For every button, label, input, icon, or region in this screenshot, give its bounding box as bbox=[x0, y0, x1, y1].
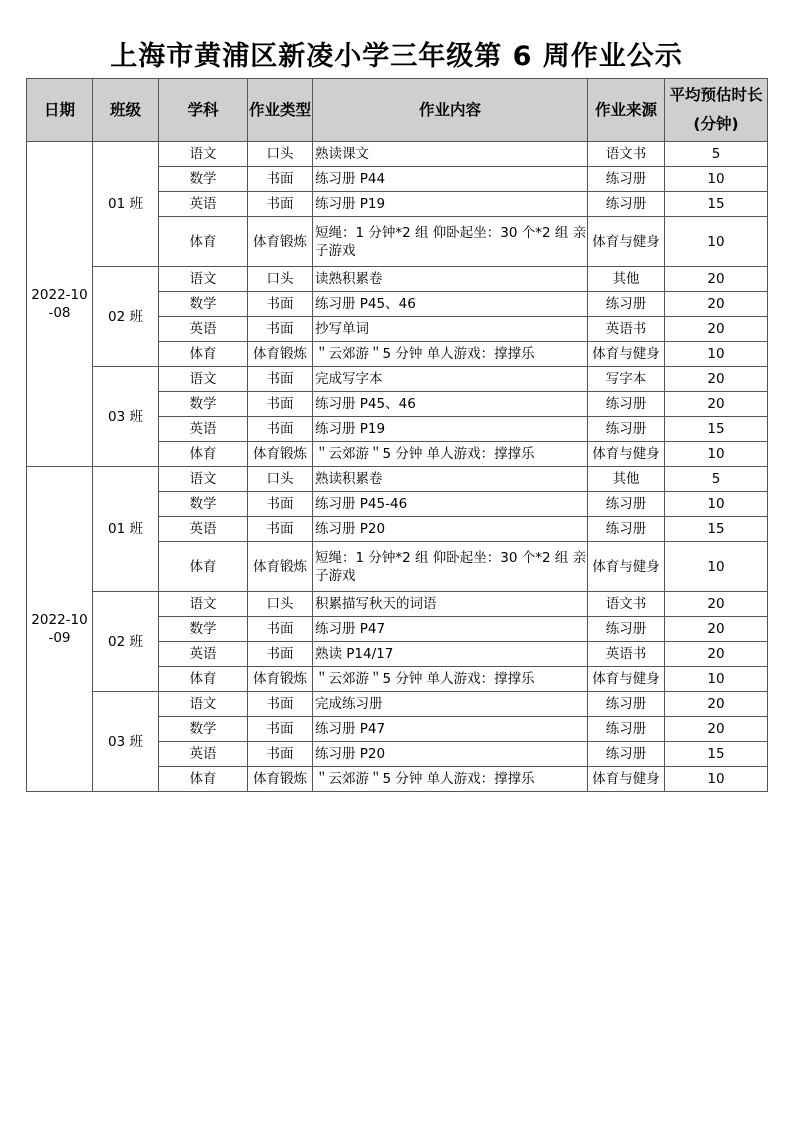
content-cell: 练习册 P45、46 bbox=[313, 292, 588, 317]
table-body bbox=[27, 142, 768, 792]
content-cell: 抄写单词 bbox=[313, 317, 588, 342]
homework-table bbox=[26, 78, 768, 792]
minutes-cell: 20 bbox=[665, 267, 768, 292]
subject-cell: 英语 bbox=[159, 317, 248, 342]
date-cell: 2022-10-09 bbox=[27, 467, 93, 792]
subject-cell: 英语 bbox=[159, 742, 248, 767]
type-cell: 体育锻炼 bbox=[248, 542, 313, 592]
type-cell: 体育锻炼 bbox=[248, 442, 313, 467]
source-cell: 英语书 bbox=[588, 317, 665, 342]
minutes-cell: 10 bbox=[665, 342, 768, 367]
content-cell: 短绳：1 分钟*2 组 仰卧起坐：30 个*2 组 亲子游戏 bbox=[313, 217, 588, 267]
date-cell: 2022-10-08 bbox=[27, 142, 93, 467]
content-cell: 完成练习册 bbox=[313, 692, 588, 717]
subject-cell: 体育 bbox=[159, 767, 248, 792]
table-row bbox=[27, 267, 768, 292]
minutes-cell: 15 bbox=[665, 417, 768, 442]
type-cell: 书面 bbox=[248, 617, 313, 642]
type-cell: 体育锻炼 bbox=[248, 217, 313, 267]
content-cell: 读熟积累卷 bbox=[313, 267, 588, 292]
content-cell: 练习册 P45、46 bbox=[313, 392, 588, 417]
minutes-cell: 10 bbox=[665, 492, 768, 517]
type-cell: 书面 bbox=[248, 717, 313, 742]
source-cell: 写字本 bbox=[588, 367, 665, 392]
source-cell: 其他 bbox=[588, 267, 665, 292]
minutes-cell: 10 bbox=[665, 667, 768, 692]
type-cell: 书面 bbox=[248, 292, 313, 317]
content-cell: 熟读积累卷 bbox=[313, 467, 588, 492]
type-cell: 书面 bbox=[248, 742, 313, 767]
header-class: 班级 bbox=[93, 79, 159, 142]
subject-cell: 数学 bbox=[159, 392, 248, 417]
minutes-cell: 5 bbox=[665, 142, 768, 167]
source-cell: 练习册 bbox=[588, 167, 665, 192]
minutes-cell: 20 bbox=[665, 592, 768, 617]
type-cell: 书面 bbox=[248, 367, 313, 392]
subject-cell: 语文 bbox=[159, 142, 248, 167]
header-content: 作业内容 bbox=[313, 79, 588, 142]
subject-cell: 数学 bbox=[159, 617, 248, 642]
type-cell: 书面 bbox=[248, 317, 313, 342]
subject-cell: 数学 bbox=[159, 492, 248, 517]
source-cell: 练习册 bbox=[588, 742, 665, 767]
class-cell: 02 班 bbox=[93, 592, 159, 692]
source-cell: 体育与健身 bbox=[588, 217, 665, 267]
content-cell: 练习册 P47 bbox=[313, 617, 588, 642]
content-cell: ＂云郊游＂5 分钟 单人游戏：撑撑乐 bbox=[313, 442, 588, 467]
class-cell: 03 班 bbox=[93, 692, 159, 792]
type-cell: 体育锻炼 bbox=[248, 667, 313, 692]
type-cell: 书面 bbox=[248, 492, 313, 517]
source-cell: 练习册 bbox=[588, 617, 665, 642]
content-cell: 完成写字本 bbox=[313, 367, 588, 392]
minutes-cell: 10 bbox=[665, 442, 768, 467]
content-cell: 积累描写秋天的词语 bbox=[313, 592, 588, 617]
content-cell: 熟读 P14/17 bbox=[313, 642, 588, 667]
source-cell: 练习册 bbox=[588, 717, 665, 742]
class-cell: 01 班 bbox=[93, 467, 159, 592]
type-cell: 书面 bbox=[248, 517, 313, 542]
content-cell: 短绳：1 分钟*2 组 仰卧起坐：30 个*2 组 亲子游戏 bbox=[313, 542, 588, 592]
subject-cell: 体育 bbox=[159, 342, 248, 367]
class-cell: 01 班 bbox=[93, 142, 159, 267]
minutes-cell: 20 bbox=[665, 642, 768, 667]
subject-cell: 体育 bbox=[159, 667, 248, 692]
source-cell: 练习册 bbox=[588, 392, 665, 417]
subject-cell: 英语 bbox=[159, 517, 248, 542]
content-cell: 练习册 P20 bbox=[313, 517, 588, 542]
source-cell: 练习册 bbox=[588, 517, 665, 542]
subject-cell: 体育 bbox=[159, 542, 248, 592]
subject-cell: 数学 bbox=[159, 167, 248, 192]
type-cell: 口头 bbox=[248, 592, 313, 617]
table-row bbox=[27, 592, 768, 617]
table-row bbox=[27, 367, 768, 392]
subject-cell: 语文 bbox=[159, 467, 248, 492]
type-cell: 书面 bbox=[248, 417, 313, 442]
source-cell: 练习册 bbox=[588, 192, 665, 217]
type-cell: 口头 bbox=[248, 267, 313, 292]
minutes-cell: 20 bbox=[665, 392, 768, 417]
source-cell: 英语书 bbox=[588, 642, 665, 667]
source-cell: 练习册 bbox=[588, 417, 665, 442]
subject-cell: 语文 bbox=[159, 692, 248, 717]
minutes-cell: 20 bbox=[665, 717, 768, 742]
type-cell: 体育锻炼 bbox=[248, 342, 313, 367]
content-cell: 练习册 P19 bbox=[313, 417, 588, 442]
type-cell: 书面 bbox=[248, 642, 313, 667]
type-cell: 体育锻炼 bbox=[248, 767, 313, 792]
minutes-cell: 10 bbox=[665, 167, 768, 192]
minutes-cell: 10 bbox=[665, 767, 768, 792]
source-cell: 体育与健身 bbox=[588, 667, 665, 692]
table-row bbox=[27, 692, 768, 717]
content-cell: 熟读课文 bbox=[313, 142, 588, 167]
subject-cell: 语文 bbox=[159, 267, 248, 292]
content-cell: ＂云郊游＂5 分钟 单人游戏：撑撑乐 bbox=[313, 667, 588, 692]
type-cell: 书面 bbox=[248, 167, 313, 192]
source-cell: 语文书 bbox=[588, 592, 665, 617]
minutes-cell: 15 bbox=[665, 192, 768, 217]
minutes-cell: 10 bbox=[665, 217, 768, 267]
header-date: 日期 bbox=[27, 79, 93, 142]
table-row bbox=[27, 142, 768, 167]
subject-cell: 体育 bbox=[159, 442, 248, 467]
content-cell: 练习册 P20 bbox=[313, 742, 588, 767]
source-cell: 体育与健身 bbox=[588, 542, 665, 592]
class-cell: 03 班 bbox=[93, 367, 159, 467]
minutes-cell: 20 bbox=[665, 317, 768, 342]
minutes-cell: 20 bbox=[665, 292, 768, 317]
header-source: 作业来源 bbox=[588, 79, 665, 142]
subject-cell: 英语 bbox=[159, 642, 248, 667]
type-cell: 书面 bbox=[248, 692, 313, 717]
source-cell: 体育与健身 bbox=[588, 767, 665, 792]
type-cell: 口头 bbox=[248, 142, 313, 167]
subject-cell: 数学 bbox=[159, 292, 248, 317]
subject-cell: 语文 bbox=[159, 592, 248, 617]
header-type: 作业类型 bbox=[248, 79, 313, 142]
minutes-cell: 20 bbox=[665, 617, 768, 642]
minutes-cell: 5 bbox=[665, 467, 768, 492]
page-title: 上海市黄浦区新凌小学三年级第 6 周作业公示 bbox=[110, 41, 683, 72]
table-row bbox=[27, 467, 768, 492]
header-minutes: 平均预估时长(分钟) bbox=[665, 79, 768, 142]
content-cell: 练习册 P19 bbox=[313, 192, 588, 217]
source-cell: 练习册 bbox=[588, 292, 665, 317]
minutes-cell: 15 bbox=[665, 742, 768, 767]
subject-cell: 体育 bbox=[159, 217, 248, 267]
content-cell: 练习册 P44 bbox=[313, 167, 588, 192]
source-cell: 练习册 bbox=[588, 492, 665, 517]
content-cell: 练习册 P47 bbox=[313, 717, 588, 742]
class-cell: 02 班 bbox=[93, 267, 159, 367]
source-cell: 练习册 bbox=[588, 692, 665, 717]
minutes-cell: 20 bbox=[665, 692, 768, 717]
content-cell: ＂云郊游＂5 分钟 单人游戏：撑撑乐 bbox=[313, 767, 588, 792]
subject-cell: 英语 bbox=[159, 192, 248, 217]
minutes-cell: 20 bbox=[665, 367, 768, 392]
source-cell: 语文书 bbox=[588, 142, 665, 167]
source-cell: 其他 bbox=[588, 467, 665, 492]
minutes-cell: 10 bbox=[665, 542, 768, 592]
source-cell: 体育与健身 bbox=[588, 442, 665, 467]
header-row bbox=[27, 79, 768, 142]
type-cell: 书面 bbox=[248, 392, 313, 417]
content-cell: ＂云郊游＂5 分钟 单人游戏：撑撑乐 bbox=[313, 342, 588, 367]
subject-cell: 英语 bbox=[159, 417, 248, 442]
minutes-cell: 15 bbox=[665, 517, 768, 542]
type-cell: 书面 bbox=[248, 192, 313, 217]
subject-cell: 语文 bbox=[159, 367, 248, 392]
source-cell: 体育与健身 bbox=[588, 342, 665, 367]
content-cell: 练习册 P45-46 bbox=[313, 492, 588, 517]
type-cell: 口头 bbox=[248, 467, 313, 492]
header-subject: 学科 bbox=[159, 79, 248, 142]
subject-cell: 数学 bbox=[159, 717, 248, 742]
